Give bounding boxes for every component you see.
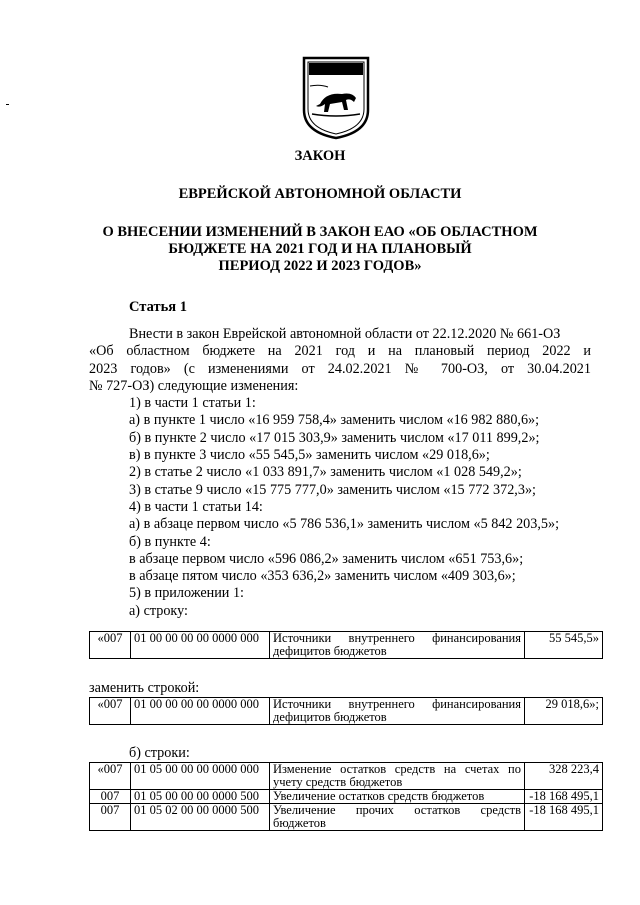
law-title (0, 224, 640, 275)
list-item: в абзаце пятом число «353 636,2» заменить числом «409 303,6»; (129, 568, 516, 585)
table-row (90, 763, 603, 790)
intro-line: Внести в закон Еврейской автономной области от 22.12.2020 № 661-ОЗ (129, 326, 561, 342)
table-cell-name (270, 632, 525, 659)
list-item: б) в пункте 4: (129, 533, 211, 550)
table-cell-code: «007 (90, 763, 131, 790)
table-cell-name (270, 698, 525, 725)
table-cell-kbk: 01 00 00 00 00 0000 000 (131, 698, 270, 725)
table-row (90, 804, 603, 831)
cell-line: Увеличение прочих остатков средств (273, 803, 521, 817)
table-old-row (89, 631, 603, 659)
table-cell-code: 007 (90, 804, 131, 831)
article-heading: Статья 1 (129, 299, 187, 315)
region-heading: ЕВРЕЙСКОЙ АВТОНОМНОЙ ОБЛАСТИ (178, 186, 462, 202)
intro-line: «Об областном бюджете на 2021 год и на плановый период 2022 и (89, 343, 591, 360)
article-body (89, 326, 591, 620)
table-cell-name (270, 804, 525, 831)
list-item: а) строку: (129, 602, 188, 619)
table-cell-kbk: 01 05 00 00 00 0000 500 (131, 790, 270, 804)
list-item: 1) в части 1 статьи 1: (129, 395, 256, 412)
cell-line: Увеличение остатков средств бюджетов (273, 789, 485, 803)
table-cell-code: «007 (90, 632, 131, 659)
table-cell-value: 29 018,6»; (525, 698, 603, 725)
table-cell-value: 55 545,5» (525, 632, 603, 659)
list-item: 3) в статье 9 число «15 775 777,0» заменить числом «15 772 372,3»; (129, 481, 536, 498)
law-title-line: БЮДЖЕТЕ НА 2021 ГОД И НА ПЛАНОВЫЙ (168, 241, 472, 257)
cell-line: учету средств бюджетов (273, 775, 403, 789)
list-item: а) в абзаце первом число «5 786 536,1» заменить числом «5 842 203,5»; (129, 516, 560, 533)
replace-label: заменить строкой: (89, 680, 200, 696)
list-item: в) в пункте 3 число «55 545,5» заменить числом «29 018,6»; (129, 447, 490, 464)
table-cell-value: -18 168 495,1 (525, 804, 603, 831)
law-heading: ЗАКОН (294, 148, 346, 164)
table-lines (89, 762, 603, 831)
intro-line: 2023 годов» (с изменениями от 24.02.2021 № 700-ОЗ, от 30.04.2021 (89, 360, 591, 377)
cell-line: бюджетов (273, 816, 326, 830)
cell-line: дефицитов бюджетов (273, 710, 387, 724)
table-cell-name (270, 763, 525, 790)
table-cell-value: 328 223,4 (525, 763, 603, 790)
table-cell-kbk: 01 05 00 00 00 0000 000 (131, 763, 270, 790)
coat-of-arms-icon (298, 52, 374, 142)
intro-line: № 727-ОЗ) следующие изменения: (89, 377, 299, 394)
table-row (90, 632, 603, 659)
scan-mark (6, 104, 9, 105)
cell-line: Источники внутреннего финансирования (273, 697, 521, 711)
list-item: а) в пункте 1 число «16 959 758,4» заменить числом «16 982 880,6»; (129, 412, 540, 429)
table-cell-value: -18 168 495,1 (525, 790, 603, 804)
list-item: б) в пункте 2 число «17 015 303,9» заменить числом «17 011 899,2»; (129, 429, 540, 446)
cell-line: Изменение остатков средств на счетах по (273, 762, 521, 776)
list-item: в абзаце первом число «596 086,2» заменить числом «651 753,6»; (129, 550, 524, 567)
table-cell-code: «007 (90, 698, 131, 725)
table-cell-kbk: 01 05 02 00 00 0000 500 (131, 804, 270, 831)
lines-label: б) строки: (129, 745, 190, 761)
cell-line: Источники внутреннего финансирования (273, 631, 521, 645)
list-item: 2) в статье 2 число «1 033 891,7» заменить числом «1 028 549,2»; (129, 464, 522, 481)
cell-line: дефицитов бюджетов (273, 644, 387, 658)
table-row (90, 698, 603, 725)
list-item: 4) в части 1 статьи 14: (129, 498, 263, 515)
list-item: 5) в приложении 1: (129, 585, 244, 602)
table-new-row (89, 697, 603, 725)
table-cell-kbk: 01 00 00 00 00 0000 000 (131, 632, 270, 659)
table-cell-code: 007 (90, 790, 131, 804)
law-title-line: О ВНЕСЕНИИ ИЗМЕНЕНИЙ В ЗАКОН ЕАО «ОБ ОБЛАСТНОМ (102, 224, 538, 240)
table-cell-name (270, 790, 525, 804)
table-row (90, 790, 603, 804)
law-title-line: ПЕРИОД 2022 И 2023 ГОДОВ» (218, 258, 422, 274)
